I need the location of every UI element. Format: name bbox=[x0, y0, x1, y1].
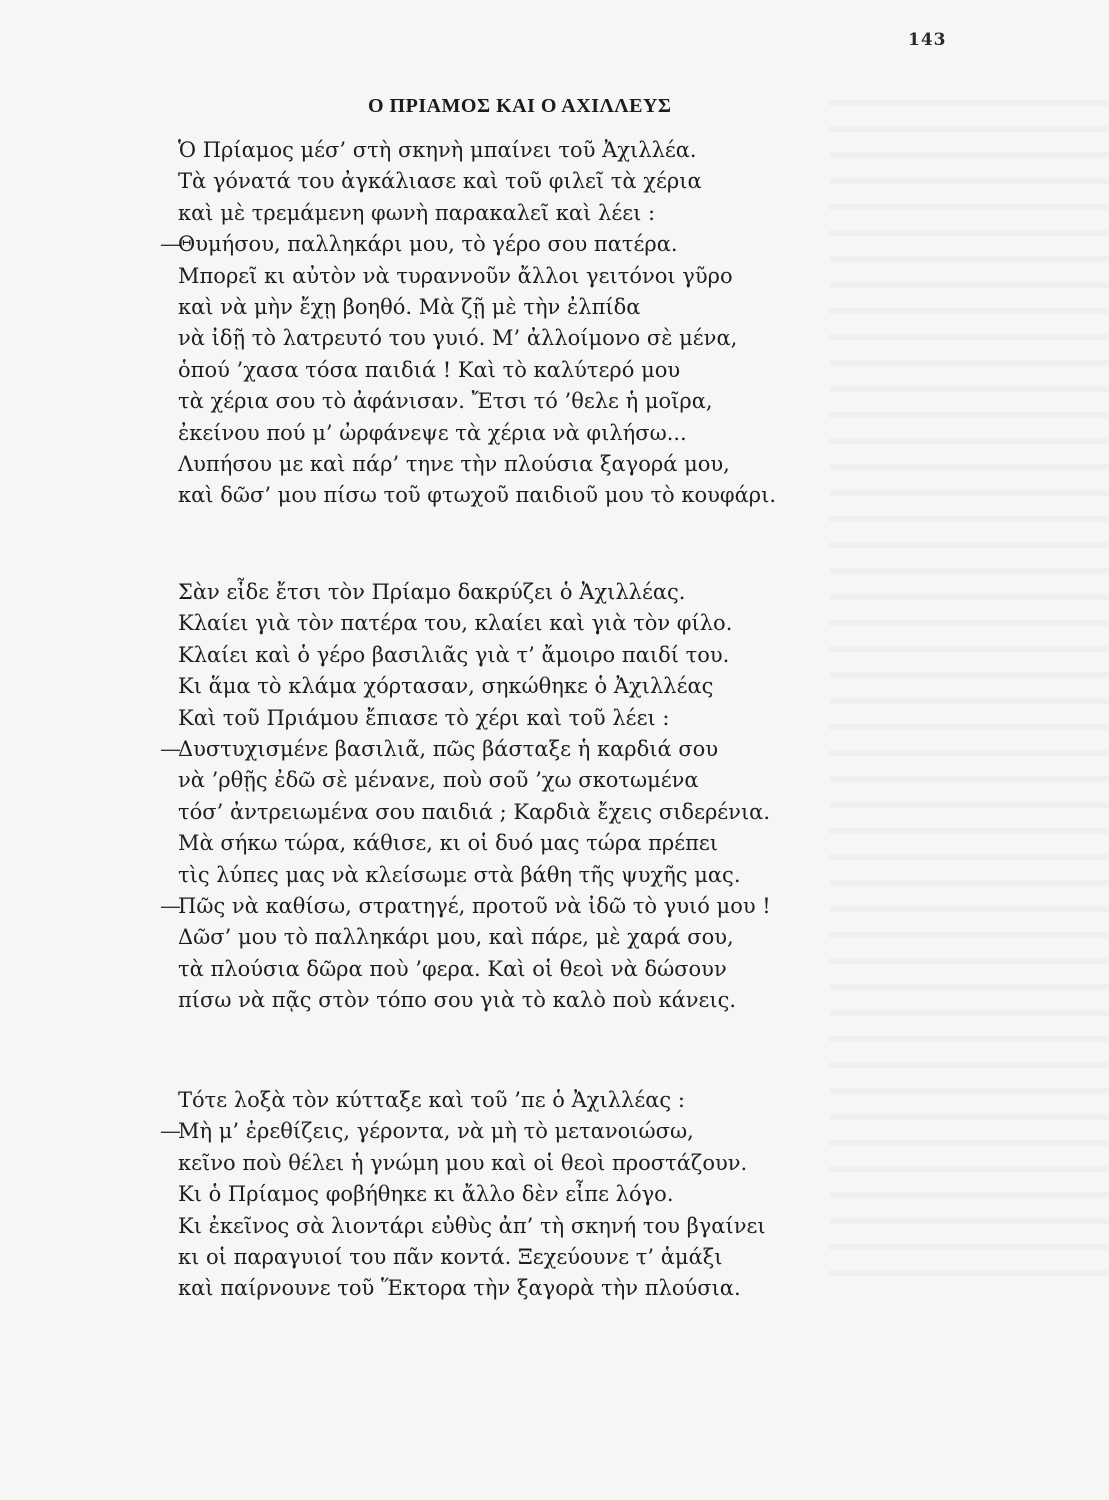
poem-title: Ο ΠΡΙΑΜΟΣ ΚΑΙ Ο ΑΧΙΛΛΕΥΣ bbox=[368, 95, 672, 117]
poem-line: τόσ’ ἀντρειωμένα σου παιδιά ; Καρδιὰ ἔχεις σιδερένια. bbox=[178, 800, 771, 824]
poem-line: ἐκείνου πού μ’ ὠρφάνεψε τὰ χέρια νὰ φιλήσω... bbox=[178, 421, 687, 445]
poem-line: Κι ὁ Πρίαμος φοβήθηκε κι ἄλλο δὲν εἶπε λόγο. bbox=[178, 1182, 674, 1206]
poem-line: Μπορεῖ κι αὐτὸν νὰ τυραννοῦν ἄλλοι γειτόνοι γῦρο bbox=[178, 264, 733, 288]
dialogue-dash: — bbox=[160, 232, 181, 256]
poem-line: πίσω νὰ πᾷς στὸν τόπο σου γιὰ τὸ καλὸ ποὺ κάνεις. bbox=[178, 988, 737, 1012]
poem-line: τὶς λύπες μας νὰ κλείσωμε στὰ βάθη τῆς ψυχῆς μας. bbox=[178, 863, 741, 887]
poem-line: νὰ ἰδῇ τὸ λατρευτό του γυιό. Μ’ ἀλλοίμονο σὲ μένα, bbox=[178, 326, 738, 350]
poem-line: νὰ ’ρθῇς ἐδῶ σὲ μένανε, ποὺ σοῦ ’χω σκοτωμένα bbox=[178, 768, 699, 792]
dialogue-dash: — bbox=[160, 1119, 181, 1143]
poem-line: τὰ χέρια σου τὸ ἀφάνισαν. Ἔτσι τό ’θελε ἡ μοῖρα, bbox=[178, 389, 713, 413]
poem-line: Κι ἐκεῖνος σὰ λιοντάρι εὐθὺς ἀπ’ τὴ σκηνή του βγαίνει bbox=[178, 1214, 766, 1238]
page-number: 143 bbox=[908, 30, 947, 50]
show-through-text bbox=[829, 80, 1109, 1280]
poem-line: Δῶσ’ μου τὸ παλληκάρι μου, καὶ πάρε, μὲ χαρά σου, bbox=[178, 925, 734, 949]
poem-line: καὶ δῶσ’ μου πίσω τοῦ φτωχοῦ παιδιοῦ μου τὸ κουφάρι. bbox=[178, 483, 777, 507]
poem-line: Σὰν εἶδε ἔτσι τὸν Πρίαμο δακρύζει ὁ Ἀχιλλέας. bbox=[178, 580, 686, 604]
poem-line: καὶ μὲ τρεμάμενη φωνὴ παρακαλεῖ καὶ λέει : bbox=[178, 201, 656, 225]
poem-line: κεῖνο ποὺ θέλει ἡ γνώμη μου καὶ οἱ θεοὶ προστάζουν. bbox=[178, 1151, 748, 1175]
poem-line: Θυμήσου, παλληκάρι μου, τὸ γέρο σου πατέρα. bbox=[178, 232, 678, 256]
poem-line: κι οἱ παραγυιοί του πᾶν κοντά. Ξεχεύουνε τ’ ἁμάξι bbox=[178, 1245, 723, 1269]
poem-line: ὁπού ’χασα τόσα παιδιά ! Καὶ τὸ καλύτερό μου bbox=[178, 358, 681, 382]
dialogue-dash: — bbox=[160, 894, 181, 918]
poem-line: Ὁ Πρίαμος μέσ’ στὴ σκηνὴ μπαίνει τοῦ Ἀχιλλέα. bbox=[178, 138, 697, 162]
poem-line: Τὰ γόνατά του ἀγκάλιασε καὶ τοῦ φιλεῖ τὰ χέρια bbox=[178, 169, 702, 193]
poem-line: Μὰ σήκω τώρα, κάθισε, κι οἱ δυό μας τώρα πρέπει bbox=[178, 831, 719, 855]
poem-line: Λυπήσου με καὶ πάρ’ τηνε τὴν πλούσια ξαγορά μου, bbox=[178, 452, 730, 476]
poem-line: Μὴ μ’ ἐρεθίζεις, γέροντα, νὰ μὴ τὸ μετανοιώσω, bbox=[178, 1119, 694, 1143]
poem-line: Κι ἅμα τὸ κλάμα χόρτασαν, σηκώθηκε ὁ Ἀχιλλέας bbox=[178, 674, 714, 698]
poem-line: τὰ πλούσια δῶρα ποὺ ’φερα. Καὶ οἱ θεοὶ νὰ δώσουν bbox=[178, 957, 727, 981]
poem-line: Δυστυχισμένε βασιλιᾶ, πῶς βάσταξε ἡ καρδιά σου bbox=[178, 737, 719, 761]
poem-line: Καὶ τοῦ Πριάμου ἔπιασε τὸ χέρι καὶ τοῦ λέει : bbox=[178, 706, 670, 730]
poem-line: Κλαίει γιὰ τὸν πατέρα του, κλαίει καὶ γιὰ τὸν φίλο. bbox=[178, 611, 733, 635]
poem-line: Κλαίει καὶ ὁ γέρο βασιλιᾶς γιὰ τ’ ἄμοιρο παιδί του. bbox=[178, 643, 730, 667]
poem-line: καὶ νὰ μὴν ἔχῃ βοηθό. Μὰ ζῇ μὲ τὴν ἐλπίδα bbox=[178, 295, 641, 319]
poem-line: καὶ παίρνουνε τοῦ Ἕκτορα τὴν ξαγορὰ τὴν πλούσια. bbox=[178, 1276, 741, 1300]
poem-line: Τότε λοξὰ τὸν κύτταξε καὶ τοῦ ’πε ὁ Ἀχιλλέας : bbox=[178, 1088, 685, 1112]
dialogue-dash: — bbox=[160, 737, 181, 761]
poem-line: Πῶς νὰ καθίσω, στρατηγέ, προτοῦ νὰ ἰδῶ τὸ γυιό μου ! bbox=[178, 894, 771, 918]
